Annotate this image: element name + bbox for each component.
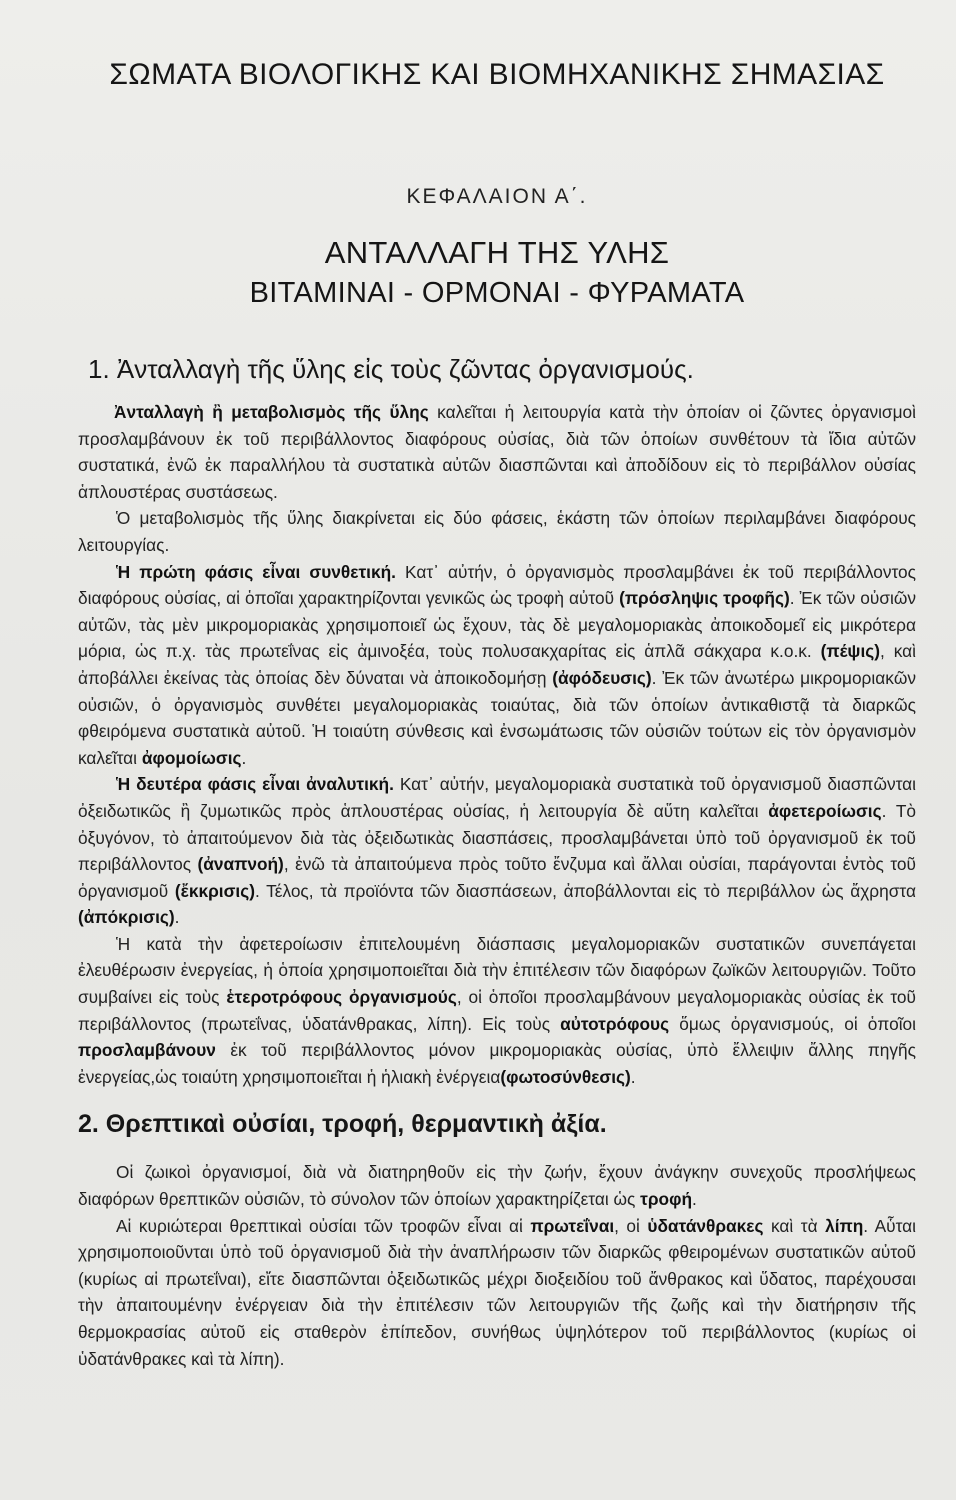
chapter-title-line-2: ΒΙΤΑΜΙΝΑΙ - ΟΡΜΟΝΑΙ - ΦΥΡΑΜΑΤΑ [249, 277, 745, 309]
bold-term: ἀφετεροίωσις [768, 800, 882, 821]
text-run: Κατ᾽ αὐτήν, ὁ ὀργανισμὸς προσλαμβάνει ἐκ τοῦ περιβάλλοντος διαφόρους οὐσίας, αἱ ὁποῖαι χαρακτηρίζονται γενικῶς ὡς τροφὴ αὐτοῦ [78, 561, 917, 609]
text-run: καλεῖται ἡ λειτουργία κατὰ τὴν ὁποίαν οἱ ζῶντες ὀργανισμοὶ προσλαμβάνουν ἐκ τοῦ περιβάλλοντος διαφόρους οὐσίας, διὰ τῶν ὁποίων συνθέτουν τὰ ἴδια αὐτῶν συστατικά, ἐνῶ ἐκ παραλλήλου τὰ συστατικὰ αὐτῶν διασπῶνται καὶ ἀποδίδουν εἰς τὸ περιβάλλον οὐσίας ἁπλουστέρας συστάσεως. [78, 402, 916, 502]
paragraph [78, 931, 916, 1091]
bold-term: (ἔκκρισις) [174, 880, 255, 901]
bold-term: Ἡ δευτέρα φάσις εἶναι ἀναλυτική. [116, 774, 394, 795]
text-run: , οἱ [614, 1215, 648, 1236]
section-2-heading: 2. Θρεπτικαὶ οὐσίαι, τροφή, θερμαντικὴ ἀξία. [78, 1110, 607, 1139]
bold-term: (πέψις) [820, 641, 880, 662]
paragraph [78, 1159, 916, 1212]
text-run: . Αὗται χρησιμοποιοῦνται ὑπὸ τοῦ ὀργανισμοῦ διὰ τὴν ἀναπλήρωσιν τῶν διαρκῶς φθειρομένων συστατικῶν αὐτοῦ (κυρίως αἱ πρωτεΐναι), εἴτε διασπῶνται ὀξειδωτικῶς μέχρι διοξειδίου τοῦ ἄνθρακος καὶ ὕδατος, παρέχουσαι τὴν ἀπαιτουμένην ἐνέργειαν διὰ τὴν ἐπιτέλεσιν τῶν λειτουργιῶν τῆς ζωῆς καὶ τὴν διατήρησιν τῆς θερμοκρασίας αὐτοῦ εἰς σταθερὸν ἐπίπεδον, συνήθως ὑψηλότερον τοῦ περιβάλλοντος (κυρίως οἱ ὑδατάνθρακες καὶ τὰ λίπη). [78, 1215, 917, 1369]
bold-term: Ἡ πρώτη φάσις εἶναι συνθετική. [116, 561, 396, 582]
section-1-body [78, 399, 916, 1090]
bold-term: (πρόσληψις τροφῆς) [619, 588, 790, 609]
bold-term: λίπη [825, 1215, 864, 1236]
bold-term: αὐτοτρόφους [560, 1013, 670, 1034]
book-title: ΣΩΜΑΤΑ ΒΙΟΛΟΓΙΚΗΣ ΚΑΙ ΒΙΟΜΗΧΑΝΙΚΗΣ ΣΗΜΑΣΙΑΣ [109, 58, 885, 91]
bold-term: ὑδατάνθρακες [647, 1215, 764, 1236]
paragraph [78, 559, 916, 772]
section-2-body [78, 1159, 916, 1372]
bold-term: (ἀπόκρισις) [78, 907, 175, 928]
text-run: Αἱ κυριώτεραι θρεπτικαὶ οὐσίαι τῶν τροφῶν εἶναι αἱ [116, 1215, 531, 1236]
text-run: Ἡ κατὰ τὴν ἀφετεροίωσιν ἐπιτελουμένη διάσπασις μεγαλομοριακῶν συστατικῶν συνεπάγεται ἐλευθέρωσιν ἐνεργείας, ἡ ὁποία χρησιμοποιεῖται διὰ τὴν ἐπιτέλεσιν τῶν διαφόρων ζωϊκῶν λειτουργιῶν. Τοῦτο συμβαίνει εἰς τοὺς [78, 933, 916, 1008]
text-run: . Ἐκ τῶν οὐσιῶν αὐτῶν, τὰς μὲν μικρομοριακὰς χρησιμοποιεῖ ὡς ἔχουν, τὰς δὲ μεγαλομοριακὰς ἀποικοδομεῖ εἰς μικρότερα μόρια, ὡς π.χ. τὰς πρωτεΐνας εἰς ἀμινοξέα, τοὺς πολυσακχαρίτας εἰς ἁπλᾶ σάκχαρα κ.ο.κ. [78, 588, 916, 662]
text-run: , ἐνῶ τὰ ἀπαιτούμενα πρὸς τοῦτο ἔνζυμα καὶ ἄλλαι οὐσίαι, παράγονται ἐντὸς τοῦ ὀργανισμοῦ [78, 854, 916, 901]
text-run: , οἱ ὁποῖοι προσλαμβάνουν μεγαλομοριακὰς οὐσίας ἐκ τοῦ περιβάλλοντος (πρωτεΐνας, ὑδατάνθρακας, λίπη). Εἰς τοὺς [78, 987, 916, 1034]
bold-term: τροφή [640, 1189, 693, 1210]
bold-term: (ἀναπνοή) [197, 854, 284, 875]
text-run: . [692, 1189, 697, 1210]
paragraph [78, 505, 916, 558]
paragraph [78, 1213, 916, 1373]
paragraph [78, 399, 916, 505]
text-run: , καὶ ἀποβάλλει ἐκείνας τὰς ὁποίας δὲν δύναται νὰ ἀποικοδομήσῃ [78, 641, 916, 688]
text-run: Κατ᾽ αὐτήν, μεγαλομοριακὰ συστατικὰ τοῦ ὀργανισμοῦ διασπῶνται ὀξειδωτικῶς ἢ ζυμωτικῶς πρὸς ἁπλουστέρας οὐσίας, ἡ λειτουργία δὲ αὕτη καλεῖται [78, 774, 916, 821]
text-run: ὅμως ὀργανισμούς, οἱ ὁποῖοι [669, 1013, 916, 1034]
section-1-heading: 1. Ἀνταλλαγὴ τῆς ὕλης εἰς τοὺς ζῶντας ὀργανισμούς. [88, 354, 694, 384]
text-run: . Τέλος, τὰ προϊόντα τῶν διασπάσεων, ἀποβάλλονται εἰς τὸ περιβάλλον ὡς ἄχρηστα [254, 880, 916, 901]
text-run: Ὁ μεταβολισμὸς τῆς ὕλης διακρίνεται εἰς δύο φάσεις, ἑκάστη τῶν ὁποίων περιλαμβάνει διαφόρους λειτουργίας. [78, 508, 916, 555]
bold-term: (ἀφόδευσις) [552, 667, 652, 688]
paragraph [78, 771, 916, 931]
text-run: ἐκ τοῦ περιβάλλοντος μόνον μικρομοριακὰς οὐσίας, ὑπὸ ἔλλειψιν ἄλλης πηγῆς ἐνεργείας,ὡς τοιαύτη χρησιμοποιεῖται ἡ ἡλιακὴ ἐνέργεια [78, 1040, 916, 1087]
bold-term: (φωτοσύνθεσις) [500, 1066, 631, 1087]
bold-term: ἀφομοίωσις [141, 747, 242, 768]
bold-term: προσλαμβάνουν [78, 1040, 216, 1061]
text-run: καὶ τὰ [763, 1215, 826, 1236]
bold-term: ἑτεροτρόφους ὀργανισμούς [226, 987, 457, 1008]
chapter-label: ΚΕΦΑΛΑΙΟΝ Α΄. [406, 185, 588, 208]
text-run: . Ἐκ τῶν ἀνωτέρω μικρομοριακῶν οὐσιῶν, ὁ ὀργανισμὸς συνθέτει μεγαλομοριακὰς τοιαύτας, διὰ τῶν ὁποίων ἀντικαθιστᾷ τὰ διαρκῶς φθειρόμενα συστατικὰ αὐτοῦ. Ἡ τοιαύτη σύνθεσις καὶ ἐνσωμάτωσις τῶν οὐσιῶν τούτων εἰς τὸν ὀργανισμὸν καλεῖται [78, 667, 916, 768]
text-run: . [241, 747, 247, 768]
bold-term: Ἀνταλλαγὴ ἢ μεταβολισμὸς τῆς ὕλης [114, 402, 429, 422]
chapter-title-line-1: ΑΝΤΑΛΛΑΓΗ ΤΗΣ ΥΛΗΣ [324, 235, 670, 270]
text-run: . Τὸ ὀξυγόνον, τὸ ἀπαιτούμενον διὰ τὰς ὀξειδωτικὰς διασπάσεις, προσλαμβάνεται ὑπὸ τοῦ ὀργανισμοῦ ἐκ τοῦ περιβάλλοντος [78, 800, 916, 875]
text-run: . [174, 907, 180, 928]
text-run: . [630, 1066, 636, 1087]
bold-term: πρωτεΐναι [530, 1215, 615, 1236]
text-run: Οἱ ζωικοὶ ὀργανισμοί, διὰ νὰ διατηρηθοῦν εἰς τὴν ζωήν, ἔχουν ἀνάγκην συνεχοῦς προσλήψεως διαφόρων θρεπτικῶν οὐσιῶν, τὸ σύνολον τῶν ὁποίων χαρακτηρίζεται ὡς [78, 1162, 916, 1210]
